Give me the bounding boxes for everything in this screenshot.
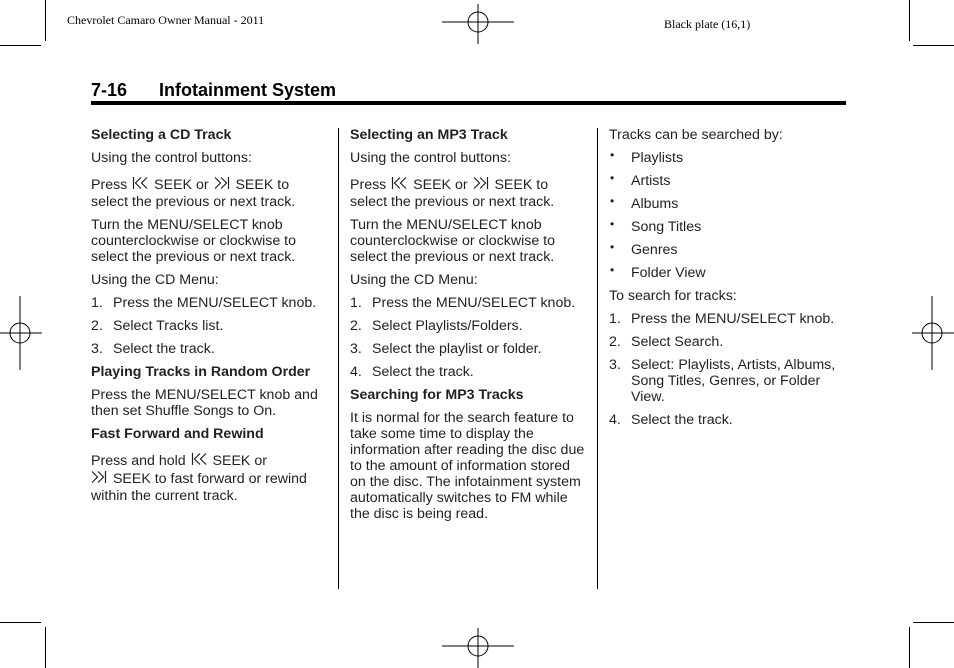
- paragraph: Press the MENU/SELECT knob and then set Shuffle Songs to On.: [91, 387, 318, 419]
- paragraph: Using the CD Menu:: [350, 272, 478, 288]
- list-item: [91, 341, 329, 357]
- list-text: Select: Playlists, Artists, Albums, Song Titles, Genres, or Folder View.: [631, 357, 836, 405]
- bullet: •: [610, 194, 615, 208]
- bullet: •: [610, 240, 615, 254]
- registration-mark-top: [442, 4, 514, 44]
- list-text: Select the track.: [113, 341, 215, 357]
- list-item: [350, 295, 588, 311]
- heading-rule: [91, 101, 846, 105]
- text-run: SEEK or: [150, 177, 213, 193]
- list-text: Albums: [631, 196, 679, 212]
- list-text: Select the playlist or folder.: [372, 341, 542, 357]
- paragraph: [91, 452, 329, 504]
- plate-label: Black plate (16,1): [664, 17, 751, 31]
- crop-mark: [0, 45, 41, 46]
- list-text: Select Playlists/Folders.: [372, 318, 523, 334]
- list-number: 3.: [350, 341, 362, 357]
- list-text: Select Tracks list.: [113, 318, 224, 334]
- column-divider: [597, 128, 598, 589]
- list-item: [609, 357, 847, 405]
- text-run: SEEK to select the previous or next track.: [350, 177, 555, 210]
- paragraph: To search for tracks:: [609, 288, 737, 304]
- list-item: [91, 295, 329, 311]
- list-number: 1.: [609, 311, 621, 327]
- chapter-heading: [91, 80, 336, 101]
- section-heading: Searching for MP3 Tracks: [350, 387, 524, 403]
- paragraph: [91, 176, 329, 210]
- section-heading: Selecting a CD Track: [91, 127, 232, 143]
- list-item: [609, 265, 847, 281]
- column-1: [91, 127, 329, 511]
- crop-mark: [45, 627, 46, 668]
- list-item: [609, 150, 847, 166]
- bullet: •: [610, 171, 615, 185]
- text-run: SEEK or: [208, 453, 267, 469]
- list-number: 2.: [350, 318, 362, 334]
- list-number: 4.: [350, 364, 362, 380]
- chapter-title: Infotainment System: [159, 80, 337, 100]
- list-text: Song Titles: [631, 219, 702, 235]
- column-divider: [338, 128, 339, 589]
- bullet: •: [610, 263, 615, 277]
- list-text: Select the track.: [372, 364, 474, 380]
- numbered-list: [350, 295, 588, 380]
- list-item: [609, 334, 847, 350]
- list-item: [609, 173, 847, 189]
- list-text: Folder View: [631, 265, 706, 281]
- column-3: [609, 127, 847, 435]
- list-item: [609, 311, 847, 327]
- paragraph: Using the control buttons:: [91, 150, 252, 166]
- list-item: [350, 318, 588, 334]
- column-2: [350, 127, 588, 529]
- bullet: •: [610, 148, 615, 162]
- paragraph: Turn the MENU/SELECT knob counterclockwise or clockwise to select the previous or next track.: [91, 217, 297, 265]
- list-item: [350, 364, 588, 380]
- list-number: 2.: [91, 318, 103, 334]
- paragraph: It is normal for the search feature to take some time to display the information after reading the disc due to the amount of information stored on the disc. The infotainment system automatically switches to FM while the disc is being read.: [350, 410, 585, 522]
- numbered-list: [609, 311, 847, 428]
- seek-next-icon: [91, 470, 107, 488]
- list-item: [91, 318, 329, 334]
- page-number: 7-16: [91, 80, 128, 100]
- crop-mark: [0, 622, 41, 623]
- crop-mark: [913, 622, 954, 623]
- list-item: [609, 412, 847, 428]
- text-run: Press: [350, 177, 391, 193]
- registration-mark-right: [912, 296, 954, 370]
- list-item: [609, 196, 847, 212]
- seek-next-icon: [214, 176, 230, 194]
- list-number: 3.: [91, 341, 103, 357]
- text-run: SEEK to fast forward or rewind within the current track.: [91, 471, 307, 504]
- seek-previous-icon: [132, 176, 148, 194]
- registration-mark-bottom: [442, 628, 514, 668]
- list-number: 1.: [91, 295, 103, 311]
- list-text: Playlists: [631, 150, 684, 166]
- list-text: Select Search.: [631, 334, 724, 350]
- text-run: SEEK or: [409, 177, 472, 193]
- seek-next-icon: [473, 176, 489, 194]
- paragraph: Using the CD Menu:: [91, 272, 219, 288]
- list-text: Press the MENU/SELECT knob.: [113, 295, 317, 311]
- paragraph: Tracks can be searched by:: [609, 127, 783, 143]
- crop-mark: [913, 45, 954, 46]
- crop-mark: [909, 627, 910, 668]
- text-run: Press and hold: [91, 453, 190, 469]
- list-item: [350, 341, 588, 357]
- list-text: Genres: [631, 242, 678, 258]
- list-text: Artists: [631, 173, 671, 189]
- seek-previous-icon: [191, 452, 207, 470]
- list-number: 2.: [609, 334, 621, 350]
- section-heading: Fast Forward and Rewind: [91, 426, 264, 442]
- text-run: Press: [91, 177, 132, 193]
- crop-mark: [45, 0, 46, 41]
- bullet: •: [610, 217, 615, 231]
- text-run: SEEK to select the previous or next track.: [91, 177, 296, 210]
- document-title: Chevrolet Camaro Owner Manual - 2011: [67, 13, 265, 27]
- numbered-list: [91, 295, 329, 357]
- list-number: 4.: [609, 412, 621, 428]
- list-number: 1.: [350, 295, 362, 311]
- list-number: 3.: [609, 357, 621, 373]
- paragraph: Using the control buttons:: [350, 150, 511, 166]
- paragraph: [350, 176, 588, 210]
- paragraph: Turn the MENU/SELECT knob counterclockwise or clockwise to select the previous or next track.: [350, 217, 556, 265]
- registration-mark-left: [0, 296, 42, 370]
- list-item: [609, 242, 847, 258]
- seek-previous-icon: [391, 176, 407, 194]
- crop-mark: [909, 0, 910, 41]
- list-text: Select the track.: [631, 412, 733, 428]
- bullet-list: [609, 150, 847, 281]
- section-heading: Playing Tracks in Random Order: [91, 364, 311, 380]
- list-text: Press the MENU/SELECT knob.: [631, 311, 835, 327]
- list-text: Press the MENU/SELECT knob.: [372, 295, 576, 311]
- section-heading: Selecting an MP3 Track: [350, 127, 508, 143]
- list-item: [609, 219, 847, 235]
